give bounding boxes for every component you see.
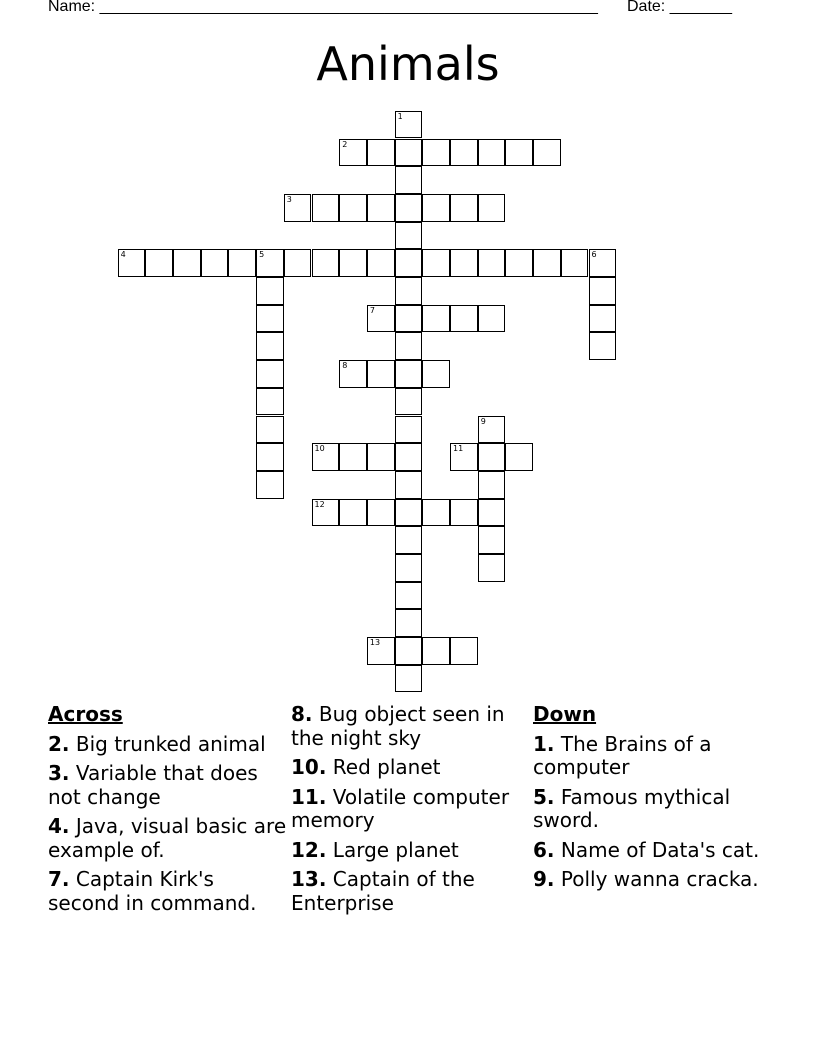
grid-cell[interactable]	[395, 443, 423, 471]
grid-cell[interactable]	[339, 360, 367, 388]
down-clue-list	[533, 733, 773, 892]
cell-number: 12	[314, 499, 325, 509]
grid-cell[interactable]	[367, 360, 395, 388]
date-field: Date: _______	[627, 0, 732, 15]
clue-item	[533, 868, 773, 892]
cell-number: 11	[453, 444, 464, 454]
grid-cell[interactable]	[284, 249, 312, 277]
clue-text: Famous mythical sword.	[533, 784, 731, 832]
grid-cell[interactable]	[450, 139, 478, 167]
cell-number: 4	[120, 250, 126, 260]
grid-cell[interactable]	[450, 499, 478, 527]
grid-cell[interactable]	[395, 471, 423, 499]
grid-cell[interactable]	[533, 249, 561, 277]
clue-item	[291, 756, 531, 780]
clue-number: 12.	[291, 837, 327, 862]
grid-cell[interactable]	[284, 194, 312, 222]
grid-cell[interactable]	[533, 139, 561, 167]
clue-number: 8.	[291, 702, 313, 726]
grid-cell[interactable]	[422, 249, 450, 277]
clue-text: The Brains of a computer	[533, 731, 712, 779]
cell-number: 1	[397, 111, 403, 121]
clue-text: Bug object seen in the night sky	[291, 702, 505, 750]
grid-cell[interactable]	[450, 194, 478, 222]
grid-cell[interactable]	[450, 443, 478, 471]
grid-cell[interactable]	[339, 499, 367, 527]
grid-cell[interactable]	[422, 499, 450, 527]
clue-item	[48, 733, 288, 757]
grid-cell[interactable]	[395, 526, 423, 554]
grid-cell[interactable]	[395, 194, 423, 222]
clue-number: 5.	[533, 784, 555, 809]
grid-cell[interactable]	[561, 249, 589, 277]
grid-cell[interactable]	[478, 194, 506, 222]
grid-cell[interactable]	[312, 499, 340, 527]
across-heading: Across	[48, 702, 123, 726]
cell-number: 10	[314, 444, 325, 454]
grid-cell[interactable]	[505, 139, 533, 167]
grid-cell[interactable]	[367, 139, 395, 167]
down-clues	[533, 703, 773, 898]
grid-cell[interactable]	[395, 111, 423, 139]
clue-text: Captain Kirk's second in command.	[48, 867, 257, 915]
grid-cell[interactable]	[256, 388, 284, 416]
grid-cell[interactable]	[395, 609, 423, 637]
grid-cell[interactable]	[256, 332, 284, 360]
clue-item	[291, 703, 531, 750]
across-clues	[48, 703, 288, 921]
grid-cell[interactable]	[339, 139, 367, 167]
grid-cell[interactable]	[478, 416, 506, 444]
grid-cell[interactable]	[173, 249, 201, 277]
cell-number: 7	[369, 305, 375, 315]
grid-cell[interactable]	[256, 416, 284, 444]
grid-cell[interactable]	[145, 249, 173, 277]
grid-cell[interactable]	[478, 249, 506, 277]
grid-cell[interactable]	[395, 499, 423, 527]
clue-text: Polly wanna cracka.	[554, 867, 759, 891]
grid-cell[interactable]	[312, 249, 340, 277]
grid-cell[interactable]	[505, 443, 533, 471]
clue-item	[533, 733, 773, 780]
grid-cell[interactable]	[256, 360, 284, 388]
clue-item	[291, 786, 531, 833]
grid-cell[interactable]	[395, 665, 423, 693]
cell-number: 13	[369, 638, 381, 648]
grid-cell[interactable]	[395, 582, 423, 610]
clue-item	[48, 868, 288, 915]
clue-text: Variable that does not change	[48, 761, 258, 809]
grid-cell[interactable]	[478, 305, 506, 333]
grid-cell[interactable]	[367, 249, 395, 277]
grid-cell[interactable]	[589, 332, 617, 360]
grid-cell[interactable]	[367, 637, 395, 665]
clue-item	[291, 839, 531, 863]
grid-cell[interactable]	[478, 471, 506, 499]
grid-cell[interactable]	[339, 249, 367, 277]
grid-cell[interactable]	[422, 305, 450, 333]
clue-number: 11.	[291, 784, 327, 809]
clue-text: Java, visual basic are example of.	[48, 814, 287, 862]
clue-number: 6.	[533, 837, 555, 862]
grid-cell[interactable]	[312, 194, 340, 222]
grid-cell[interactable]	[256, 249, 284, 277]
cell-number: 9	[480, 416, 486, 426]
clue-item	[48, 815, 288, 862]
grid-cell[interactable]	[395, 249, 423, 277]
grid-cell[interactable]	[422, 194, 450, 222]
grid-cell[interactable]	[589, 305, 617, 333]
grid-cell[interactable]	[367, 194, 395, 222]
grid-cell[interactable]	[422, 360, 450, 388]
across-clue-list	[48, 733, 288, 916]
grid-cell[interactable]	[256, 443, 284, 471]
page-title: Animals	[316, 37, 500, 91]
clue-number: 10.	[291, 755, 327, 779]
clue-number: 2.	[48, 731, 70, 756]
grid-cell[interactable]	[450, 305, 478, 333]
name-field: Name: ________________________________________________________	[48, 0, 598, 15]
grid-cell[interactable]	[395, 388, 423, 416]
cell-number: 8	[342, 361, 348, 371]
grid-cell[interactable]	[395, 637, 423, 665]
grid-cell[interactable]	[422, 637, 450, 665]
clue-text: Captain of the Enterprise	[291, 867, 475, 915]
grid-cell[interactable]	[395, 166, 423, 194]
clue-text: Volatile computer memory	[291, 784, 510, 832]
grid-cell[interactable]	[589, 249, 617, 277]
grid-cell[interactable]	[395, 360, 423, 388]
grid-cell[interactable]	[450, 637, 478, 665]
grid-cell[interactable]	[312, 443, 340, 471]
cell-number: 3	[286, 194, 292, 204]
grid-cell[interactable]	[256, 471, 284, 499]
grid-cell[interactable]	[339, 443, 367, 471]
grid-cell[interactable]	[228, 249, 256, 277]
grid-cell[interactable]	[118, 249, 146, 277]
grid-cell[interactable]	[256, 277, 284, 305]
clue-number: 1.	[533, 731, 555, 756]
clue-text: Red planet	[326, 755, 441, 779]
grid-cell[interactable]	[395, 554, 423, 582]
grid-cell[interactable]	[478, 554, 506, 582]
clue-number: 13.	[291, 867, 327, 891]
clue-number: 3.	[48, 761, 70, 785]
clue-item	[533, 839, 773, 863]
grid-cell[interactable]	[395, 332, 423, 360]
grid-cell[interactable]	[395, 416, 423, 444]
grid-cell[interactable]	[256, 305, 284, 333]
grid-cell[interactable]	[395, 139, 423, 167]
grid-cell[interactable]	[201, 249, 229, 277]
cell-number: 6	[591, 250, 597, 260]
across-clues-continued	[291, 703, 531, 921]
across-clue-list-continued	[291, 703, 531, 915]
grid-cell[interactable]	[478, 443, 506, 471]
grid-cell[interactable]	[450, 249, 478, 277]
grid-cell[interactable]	[367, 305, 395, 333]
grid-cell[interactable]	[478, 139, 506, 167]
grid-cell[interactable]	[505, 249, 533, 277]
cell-number: 5	[259, 250, 265, 260]
grid-cell[interactable]	[395, 305, 423, 333]
clue-text: Large planet	[326, 837, 459, 862]
cell-number: 2	[342, 139, 348, 149]
clue-number: 7.	[48, 867, 70, 891]
clue-item	[48, 762, 288, 809]
down-heading: Down	[533, 702, 597, 726]
grid-cell[interactable]	[367, 443, 395, 471]
grid-cell[interactable]	[339, 194, 367, 222]
grid-cell[interactable]	[395, 222, 423, 250]
grid-cell[interactable]	[478, 526, 506, 554]
grid-cell[interactable]	[367, 499, 395, 527]
clue-text: Big trunked animal	[69, 731, 266, 756]
clue-item	[291, 868, 531, 915]
grid-cell[interactable]	[395, 277, 423, 305]
clue-text: Name of Data's cat.	[554, 837, 760, 862]
clue-number: 9.	[533, 867, 555, 891]
grid-cell[interactable]	[589, 277, 617, 305]
clue-number: 4.	[48, 814, 70, 838]
grid-cell[interactable]	[422, 139, 450, 167]
grid-cell[interactable]	[478, 499, 506, 527]
clue-item	[533, 786, 773, 833]
